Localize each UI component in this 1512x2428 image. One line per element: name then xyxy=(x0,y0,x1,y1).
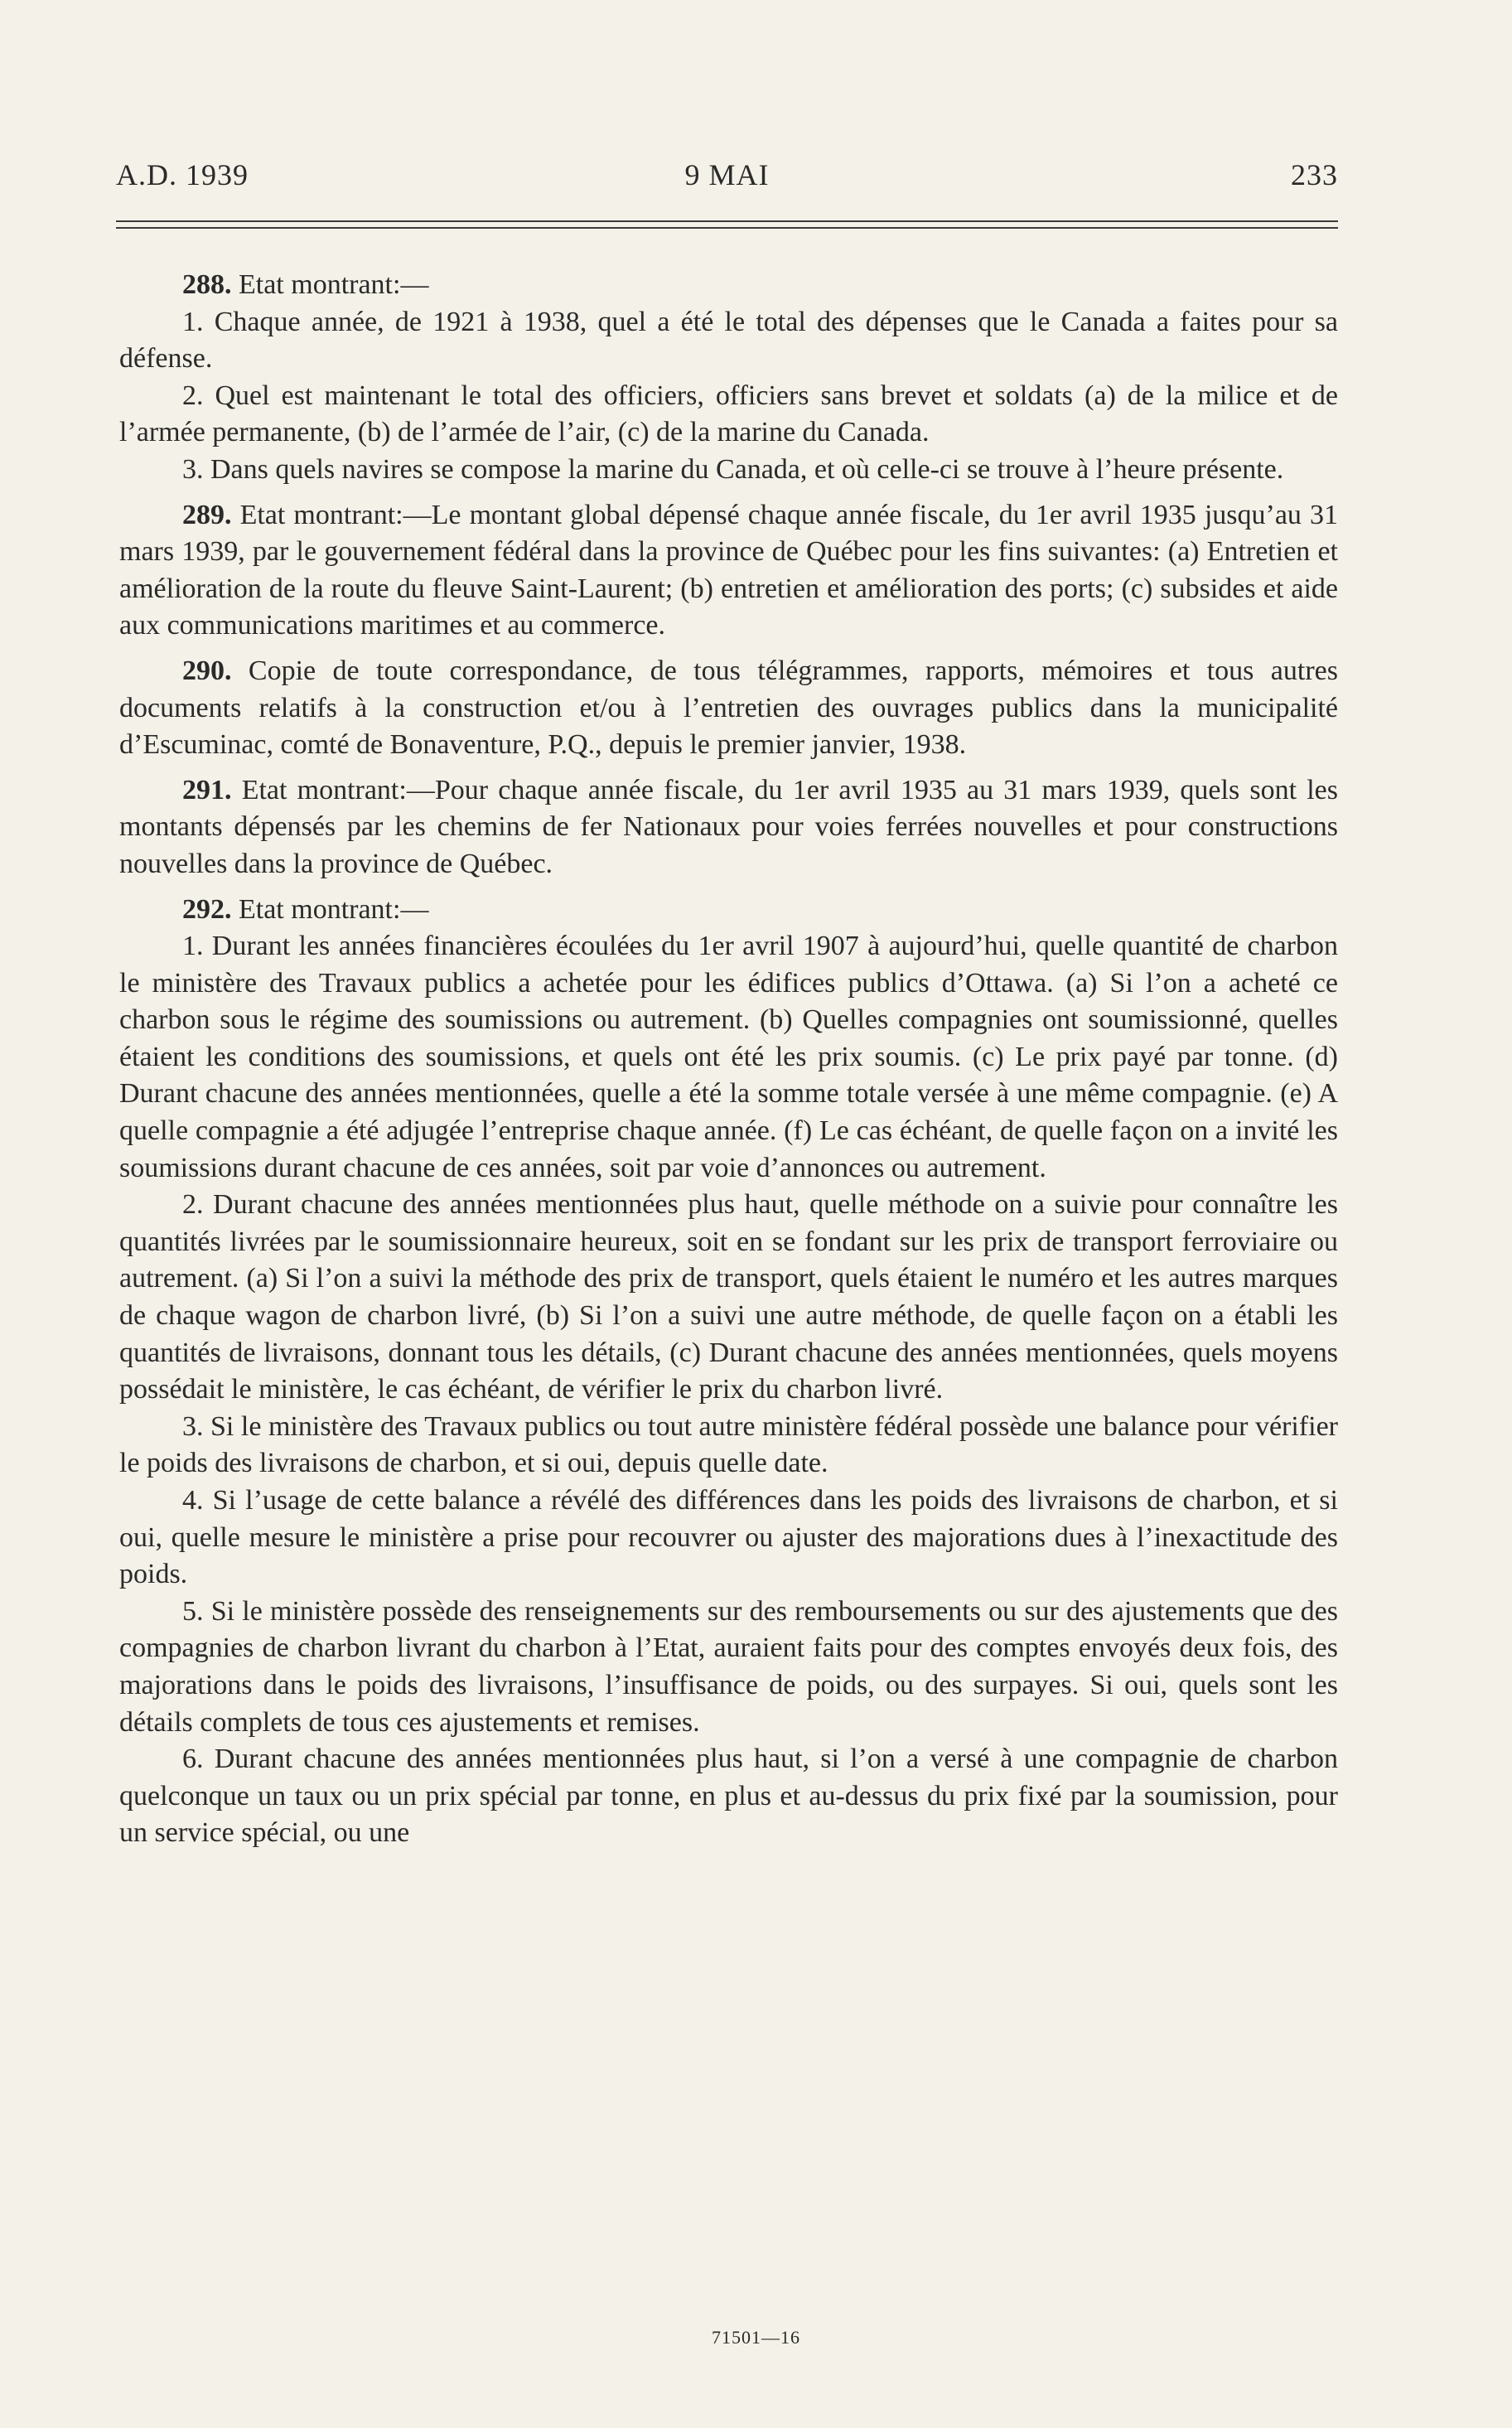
item-292-number: 292. xyxy=(182,893,232,925)
item-290-text: Copie de toute correspondance, de tous télégrammes, rapports, mémoires et tous autres documents relatifs à la construction et/ou à l’entretien des ouvrages publics dans la municipalité d’Escuminac, comté de Bonaventure, P.Q., depuis le premier janvier, 1938. xyxy=(119,655,1338,761)
item-288-para-3: 3. Dans quels navires se compose la marine du Canada, et où celle-ci se trouve à l’heure présente. xyxy=(182,453,1284,485)
printer-signature: 71501—16 xyxy=(712,2327,800,2348)
item-292-para-2: 2. Durant chacune des années mentionnées plus haut, quelle méthode on a suivie pour connaître les quantités livrées par le soumissionnaire heureux, soit en se fondant sur les prix de transport ferroviaire ou autrement. (a) Si l’on a suivi la méthode des prix de transport, quels étaient le numéro et les autres marques de chaque wagon de charbon livré, (b) Si l’on a suivi une autre méthode, de quelle façon on a établi les quantités de livraisons, donnant tous les détails, (c) Durant chacune des années mentionnées, quels moyens possédait le ministère, le cas échéant, de vérifier le prix du charbon livré. xyxy=(119,1189,1338,1405)
item-290 xyxy=(119,653,1338,764)
header-date: 9 MAI xyxy=(684,158,770,191)
page-header xyxy=(116,157,1338,199)
item-292-para-5: 5. Si le ministère possède des renseignements sur des remboursements ou sur des ajustements que des compagnies de charbon livrant du charbon à l’Etat, auraient faits pour des comptes envoyés deux fois, des majorations dans le poids des livraisons, l’insuffisance de poids, ou des surpayes. Si oui, quels sont les détails complets de tous ces ajustements et remises. xyxy=(119,1595,1338,1738)
item-289 xyxy=(119,497,1338,645)
item-289-text: Etat montrant:—Le montant global dépensé chaque année fiscale, du 1er avril 1935 jusqu’au 31 mars 1939, par le gouvernement fédéral dans la province de Québec pour les fins suivantes: (a) Entretien et amélioration de la route du fleuve Saint-Laurent; (b) entretien et amélioration des ports; (c) subsides et aide aux communications maritimes et au commerce. xyxy=(119,499,1338,641)
item-288-intro xyxy=(119,267,1338,304)
item-290-number: 290. xyxy=(182,655,232,686)
header-year: A.D. 1939 xyxy=(116,158,249,191)
item-292-para-3: 3. Si le ministère des Travaux publics ou tout autre ministère fédéral possède une balance pour vérifier le poids des livraisons de charbon, et si oui, depuis quelle date. xyxy=(119,1410,1338,1479)
item-288-intro-text: Etat montrant:— xyxy=(239,269,429,300)
header-rule-top xyxy=(116,220,1338,222)
item-292-para-4: 4. Si l’usage de cette balance a révélé des différences dans les poids des livraisons de charbon, et si oui, quelle mesure le ministère a prise pour recouvrer ou ajuster des majorations dues à l’inexactitude des poids. xyxy=(119,1485,1338,1590)
item-291-number: 291. xyxy=(182,774,232,805)
header-rule-bottom xyxy=(116,227,1338,229)
item-292-para-6: 6. Durant chacune des années mentionnées plus haut, si l’on a versé à une compagnie de charbon quelconque un taux ou un prix spécial par tonne, en plus et au-dessus du prix fixé par la soumission, pour un service spécial, ou une xyxy=(119,1744,1338,1849)
item-292-para-1: 1. Durant les années financières écoulées du 1er avril 1907 à aujourd’hui, quelle quantité de charbon le ministère des Travaux publics a achetée pour les édifices publics d’Ottawa. (a) Si l’on a acheté ce charbon sous le régime des soumissions ou autrement. (b) Quelles compagnies ont soumissionné, quelles étaient les conditions des soumissions, et quels ont été les prix soumis. (c) Le prix payé par tonne. (d) Durant chacune des années mentionnées, quelle a été la somme totale versée à une même compagnie. (e) A quelle compagnie a été adjugée l’entreprise chaque année. (f) Le cas échéant, de quelle façon on a invité les soumissions durant chacune de ces années, soit par voie d’annonces ou autrement. xyxy=(119,931,1338,1183)
item-291-text: Etat montrant:—Pour chaque année fiscale, du 1er avril 1935 au 31 mars 1939, quels sont les montants dépensés par les chemins de fer Nationaux pour voies ferrées nouvelles et pour constructions nouvelles dans la province de Québec. xyxy=(119,774,1339,879)
item-288-number: 288. xyxy=(182,269,232,300)
item-288-para-1: 1. Chaque année, de 1921 à 1938, quel a été le total des dépenses que le Canada a faites pour sa défense. xyxy=(119,306,1338,375)
document-body xyxy=(119,267,1338,1852)
item-289-number: 289. xyxy=(182,499,232,530)
item-292-intro-text: Etat montrant:— xyxy=(239,893,429,925)
item-291 xyxy=(119,772,1338,883)
item-292-intro xyxy=(119,892,1338,929)
page-number: 233 xyxy=(1291,158,1338,191)
item-288-para-2: 2. Quel est maintenant le total des officiers, officiers sans brevet et soldats (a) de la milice et de l’armée permanente, (b) de l’armée de l’air, (c) de la marine du Canada. xyxy=(119,380,1338,448)
